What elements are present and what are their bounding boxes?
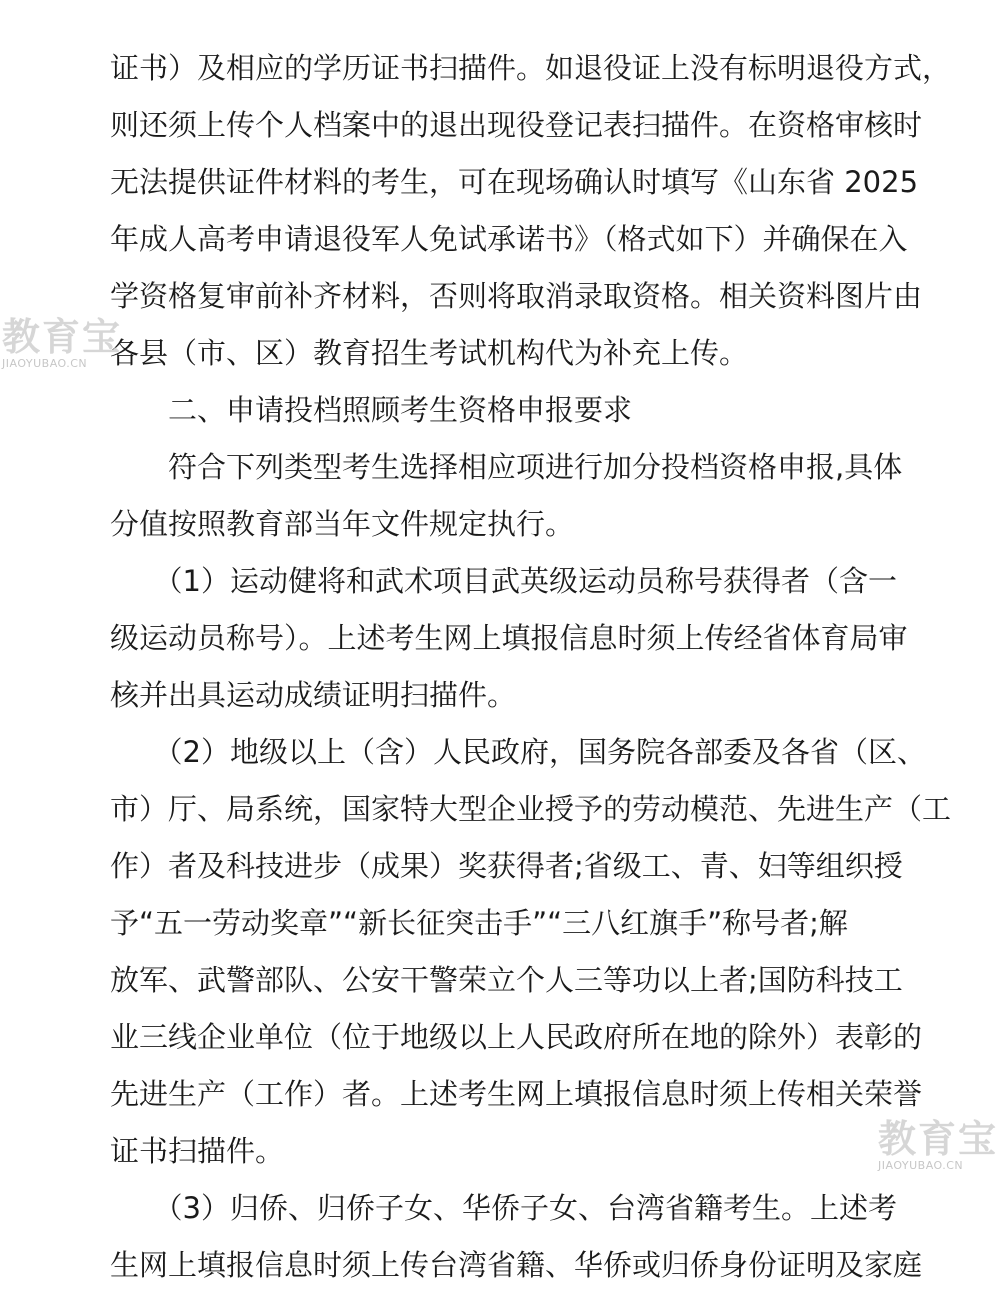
text-line: 证书扫描件。 xyxy=(110,1134,285,1168)
text-line: 予“五一劳动奖章”“新长征突击手”“三八红旗手”称号者;解 xyxy=(110,906,848,940)
text-line: 业三线企业单位（位于地级以上人民政府所在地的除外）表彰的 xyxy=(110,1020,923,1054)
text-line: （3）归侨、归侨子女、华侨子女、台湾省籍考生。上述考 xyxy=(110,1191,897,1225)
watermark-url: JIAOYUBAO.CN xyxy=(2,357,88,370)
text-line: 市）厅、局系统，国家特大型企业授予的劳动模范、先进生产（工 xyxy=(110,792,952,826)
text-line: 作）者及科技进步（成果）奖获得者;省级工、青、妇等组织授 xyxy=(110,849,903,883)
text-line: （1）运动健将和武术项目武英级运动员称号获得者（含一 xyxy=(110,564,897,598)
text-line: 核并出具运动成绩证明扫描件。 xyxy=(110,678,517,712)
text-line: 无法提供证件材料的考生，可在现场确认时填写《山东省 2025 xyxy=(110,165,919,199)
watermark-logo xyxy=(2,316,122,370)
text-line: 先进生产（工作）者。上述考生网上填报信息时须上传相关荣誉 xyxy=(110,1077,923,1111)
watermark-text: 教育宝 xyxy=(2,315,123,359)
watermark-text: 教育宝 xyxy=(878,1117,999,1161)
watermark-url: JIAOYUBAO.CN xyxy=(878,1159,964,1172)
text-line: （2）地级以上（含）人民政府，国务院各部委及各省（区、 xyxy=(110,735,926,769)
text-line: 证书）及相应的学历证书扫描件。如退役证上没有标明退役方式， xyxy=(110,51,952,85)
watermark-logo xyxy=(878,1118,998,1172)
section-heading: 二、申请投档照顾考生资格申报要求 xyxy=(110,393,633,427)
text-line: 级运动员称号）。上述考生网上填报信息时须上传经省体育局审 xyxy=(110,621,908,655)
text-line: 学资格复审前补齐材料，否则将取消录取资格。相关资料图片由 xyxy=(110,279,923,313)
text-line: 分值按照教育部当年文件规定执行。 xyxy=(110,507,575,541)
text-line: 生网上填报信息时须上传台湾省籍、华侨或归侨身份证明及家庭 xyxy=(110,1248,923,1282)
text-line: 放军、武警部队、公安干警荣立个人三等功以上者;国防科技工 xyxy=(110,963,903,997)
text-line: 年成人高考申请退役军人免试承诺书》（格式如下）并确保在入 xyxy=(110,222,908,256)
text-line: 则还须上传个人档案中的退出现役登记表扫描件。在资格审核时 xyxy=(110,108,923,142)
text-line: 各县（市、区）教育招生考试机构代为补充上传。 xyxy=(110,336,749,370)
text-line: 符合下列类型考生选择相应项进行加分投档资格申报,具体 xyxy=(110,450,903,484)
